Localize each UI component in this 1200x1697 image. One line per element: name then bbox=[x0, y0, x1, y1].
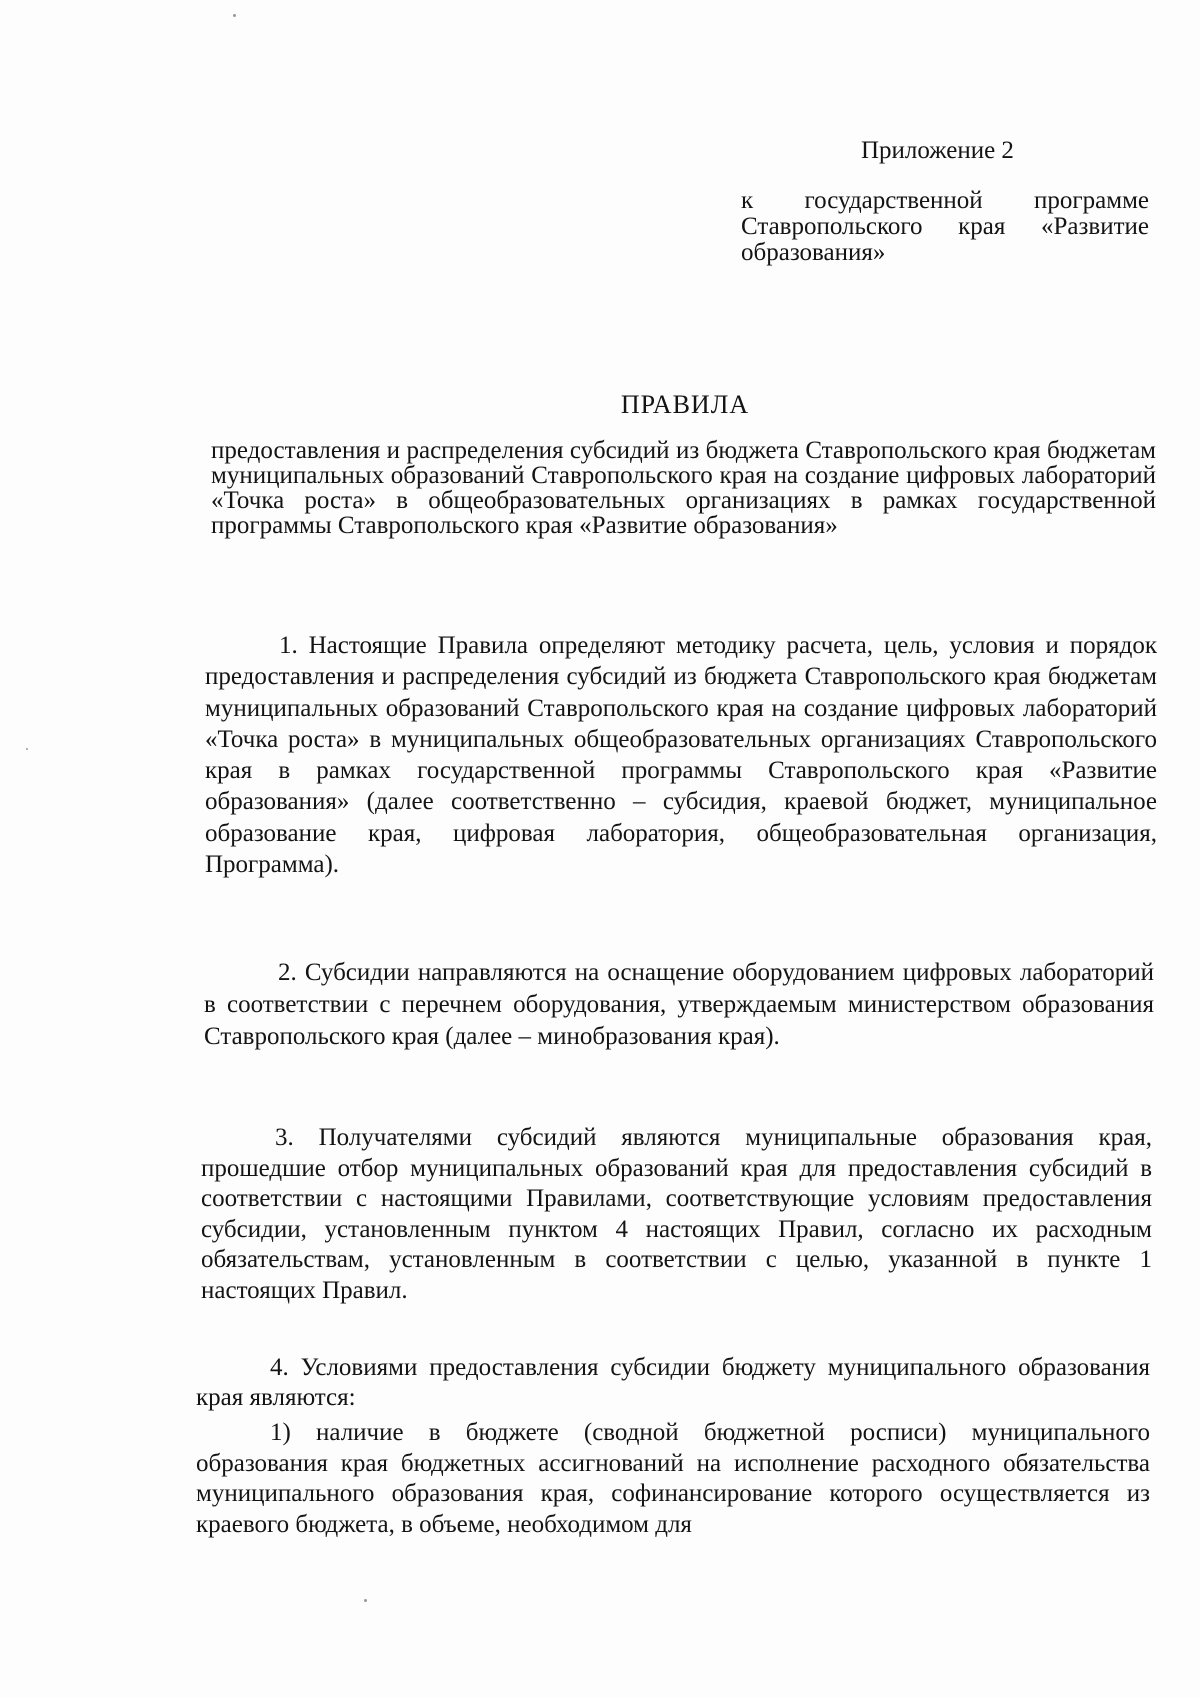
scan-speck bbox=[364, 1599, 367, 1602]
appendix-title: Приложение 2 bbox=[861, 137, 1014, 164]
paragraph-4: 4. Условиями предоставления субсидии бюджету муниципального образования края являются: bbox=[196, 1354, 1150, 1412]
paragraph-2: 2. Субсидии направляются на оснащение оборудованием цифровых лабораторий в соответствии с перечнем оборудования, утверждаемым министерством образования Ставропольского края (далее – минобразования края). bbox=[204, 959, 1154, 1050]
appendix-reference: к государственной программе Ставропольского края «Развитие образования» bbox=[741, 187, 1149, 266]
document-subtitle: предоставления и распределения субсидий из бюджета Ставропольского края бюджетам муниципальных образований Ставропольского края на создание цифровых лабораторий «Точка роста» в общеобразовательных организациях в рамках государственной программы Ставропольского края «Развитие образования» bbox=[211, 437, 1156, 539]
paragraph-4-item-1: 1) наличие в бюджете (сводной бюджетной росписи) муниципального образования края бюджетных ассигнований на исполнение расходного обязательства муниципального образования края, софинансирование которого осуществляется из краевого бюджета, в объеме, необходимом для bbox=[196, 1419, 1150, 1538]
scan-speck bbox=[26, 748, 28, 750]
document-title: ПРАВИЛА bbox=[620, 390, 750, 419]
paragraph-3: 3. Получателями субсидий являются муниципальные образования края, прошедшие отбор муниципальных образований края для предоставления субсидий в соответствии с настоящими Правилами, соответствующие условиям предоставления субсидии, установленным пунктом 4 настоящих Правил, согласно их расходным обязательствам, установленным в соответствии с целью, указанной в пункте 1 настоящих Правил. bbox=[201, 1124, 1152, 1304]
paragraph-1: 1. Настоящие Правила определяют методику расчета, цель, условия и порядок предоставления и распределения субсидий из бюджета Ставропольского края бюджетам муниципальных образований Ставропольского края на создание цифровых лабораторий «Точка роста» в муниципальных общеобразовательных организациях Ставропольского края в рамках государственной программы Ставропольского края «Развитие образования» (далее соответственно – субсидия, краевой бюджет, муниципальное образование края, цифровая лаборатория, общеобразовательная организация, Программа). bbox=[205, 632, 1157, 879]
scan-speck bbox=[233, 14, 236, 17]
